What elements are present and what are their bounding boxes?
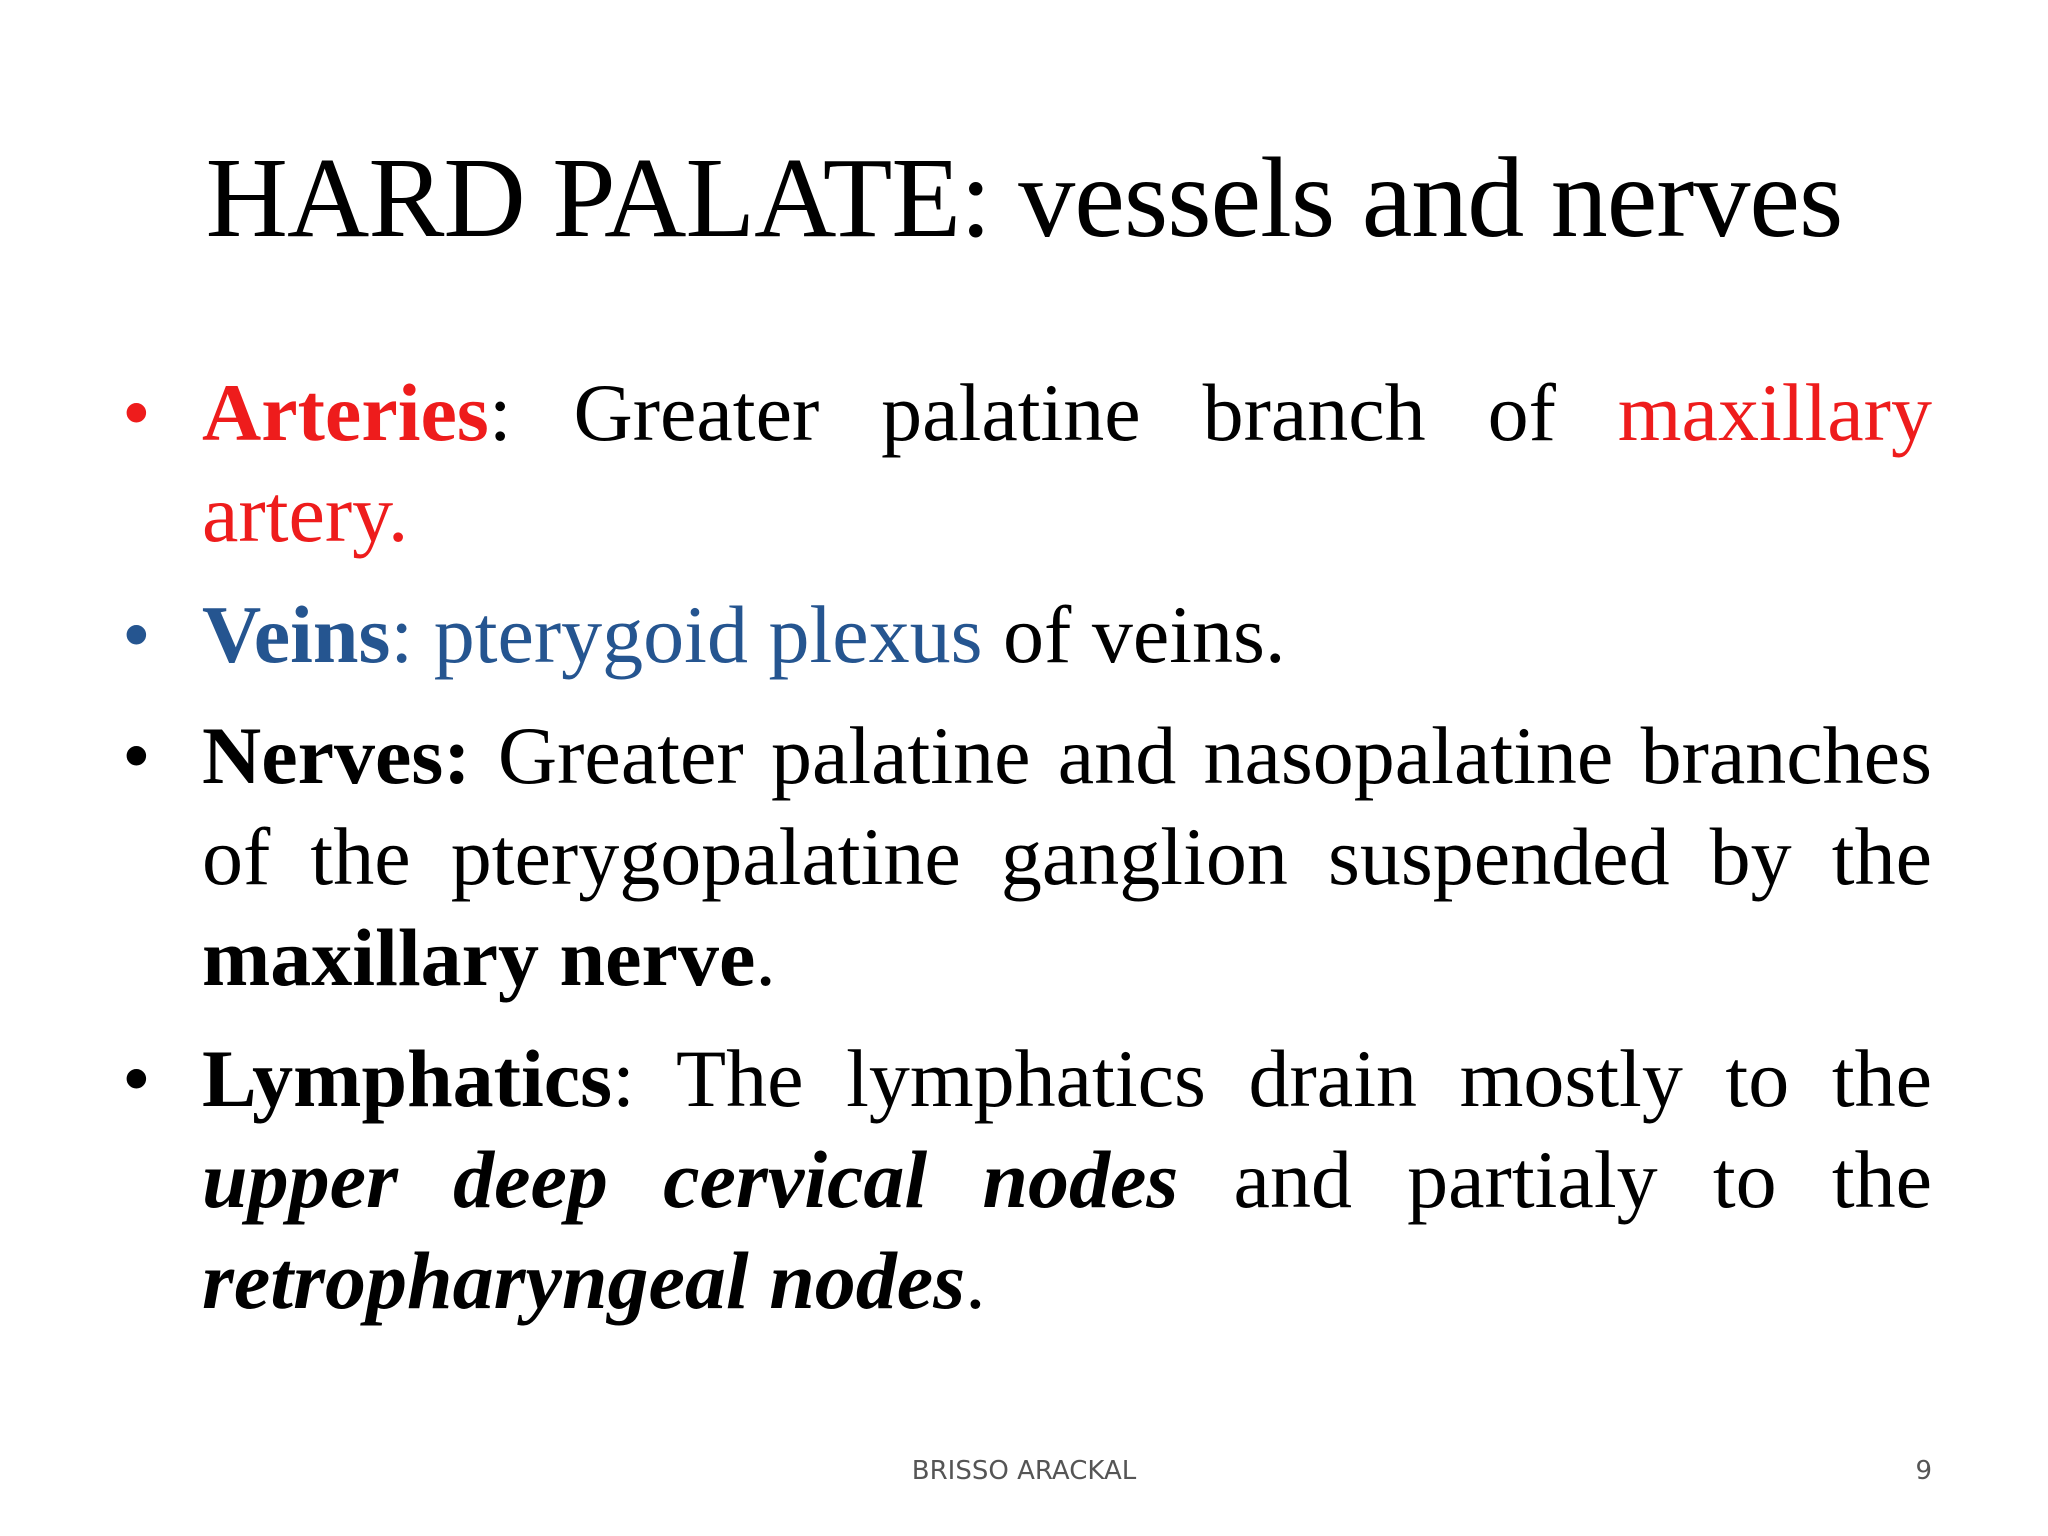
bullet-dot-icon: •	[122, 1033, 151, 1124]
lymphatics-label: Lymphatics	[202, 1033, 613, 1124]
bullet-dot-icon: •	[122, 710, 151, 801]
arteries-colon: :	[488, 367, 512, 458]
arteries-text: Greater palatine branch of	[511, 367, 1618, 458]
lymphatics-text1: : The lymphatics drain mostly to the	[612, 1033, 1932, 1124]
arteries-highlight: maxillary artery.	[202, 367, 1932, 559]
veins-colon: :	[390, 589, 434, 680]
page-number: 9	[1915, 1456, 1932, 1486]
lymphatics-italic1: upper deep cervical nodes	[202, 1134, 1179, 1225]
lymphatics-text2: and partialy to the	[1178, 1134, 1932, 1225]
veins-highlight: pterygoid plexus	[433, 589, 983, 680]
bullet-list	[122, 362, 1932, 1351]
bullet-lymphatics	[122, 1028, 1932, 1331]
lymphatics-end: .	[965, 1235, 986, 1326]
nerves-bold: maxillary nerve	[202, 912, 756, 1003]
bullet-veins	[122, 584, 1932, 685]
nerves-label: Nerves:	[202, 710, 471, 801]
lymphatics-italic2: retropharyngeal nodes	[202, 1235, 966, 1326]
veins-label: Veins	[202, 589, 391, 680]
bullet-nerves	[122, 705, 1932, 1008]
nerves-text: Greater palatine and nasopalatine branches of the pterygopalatine ganglion suspended by the	[202, 710, 1932, 902]
footer-author: BRISSO ARACKAL	[911, 1456, 1137, 1486]
slide-title: HARD PALATE: vessels and nerves	[205, 134, 1843, 261]
veins-text: of veins.	[982, 589, 1286, 680]
arteries-label: Arteries	[202, 367, 489, 458]
nerves-end: .	[755, 912, 776, 1003]
bullet-dot-icon: •	[122, 589, 151, 680]
bullet-arteries	[122, 362, 1932, 564]
bullet-dot-icon: •	[122, 367, 151, 458]
